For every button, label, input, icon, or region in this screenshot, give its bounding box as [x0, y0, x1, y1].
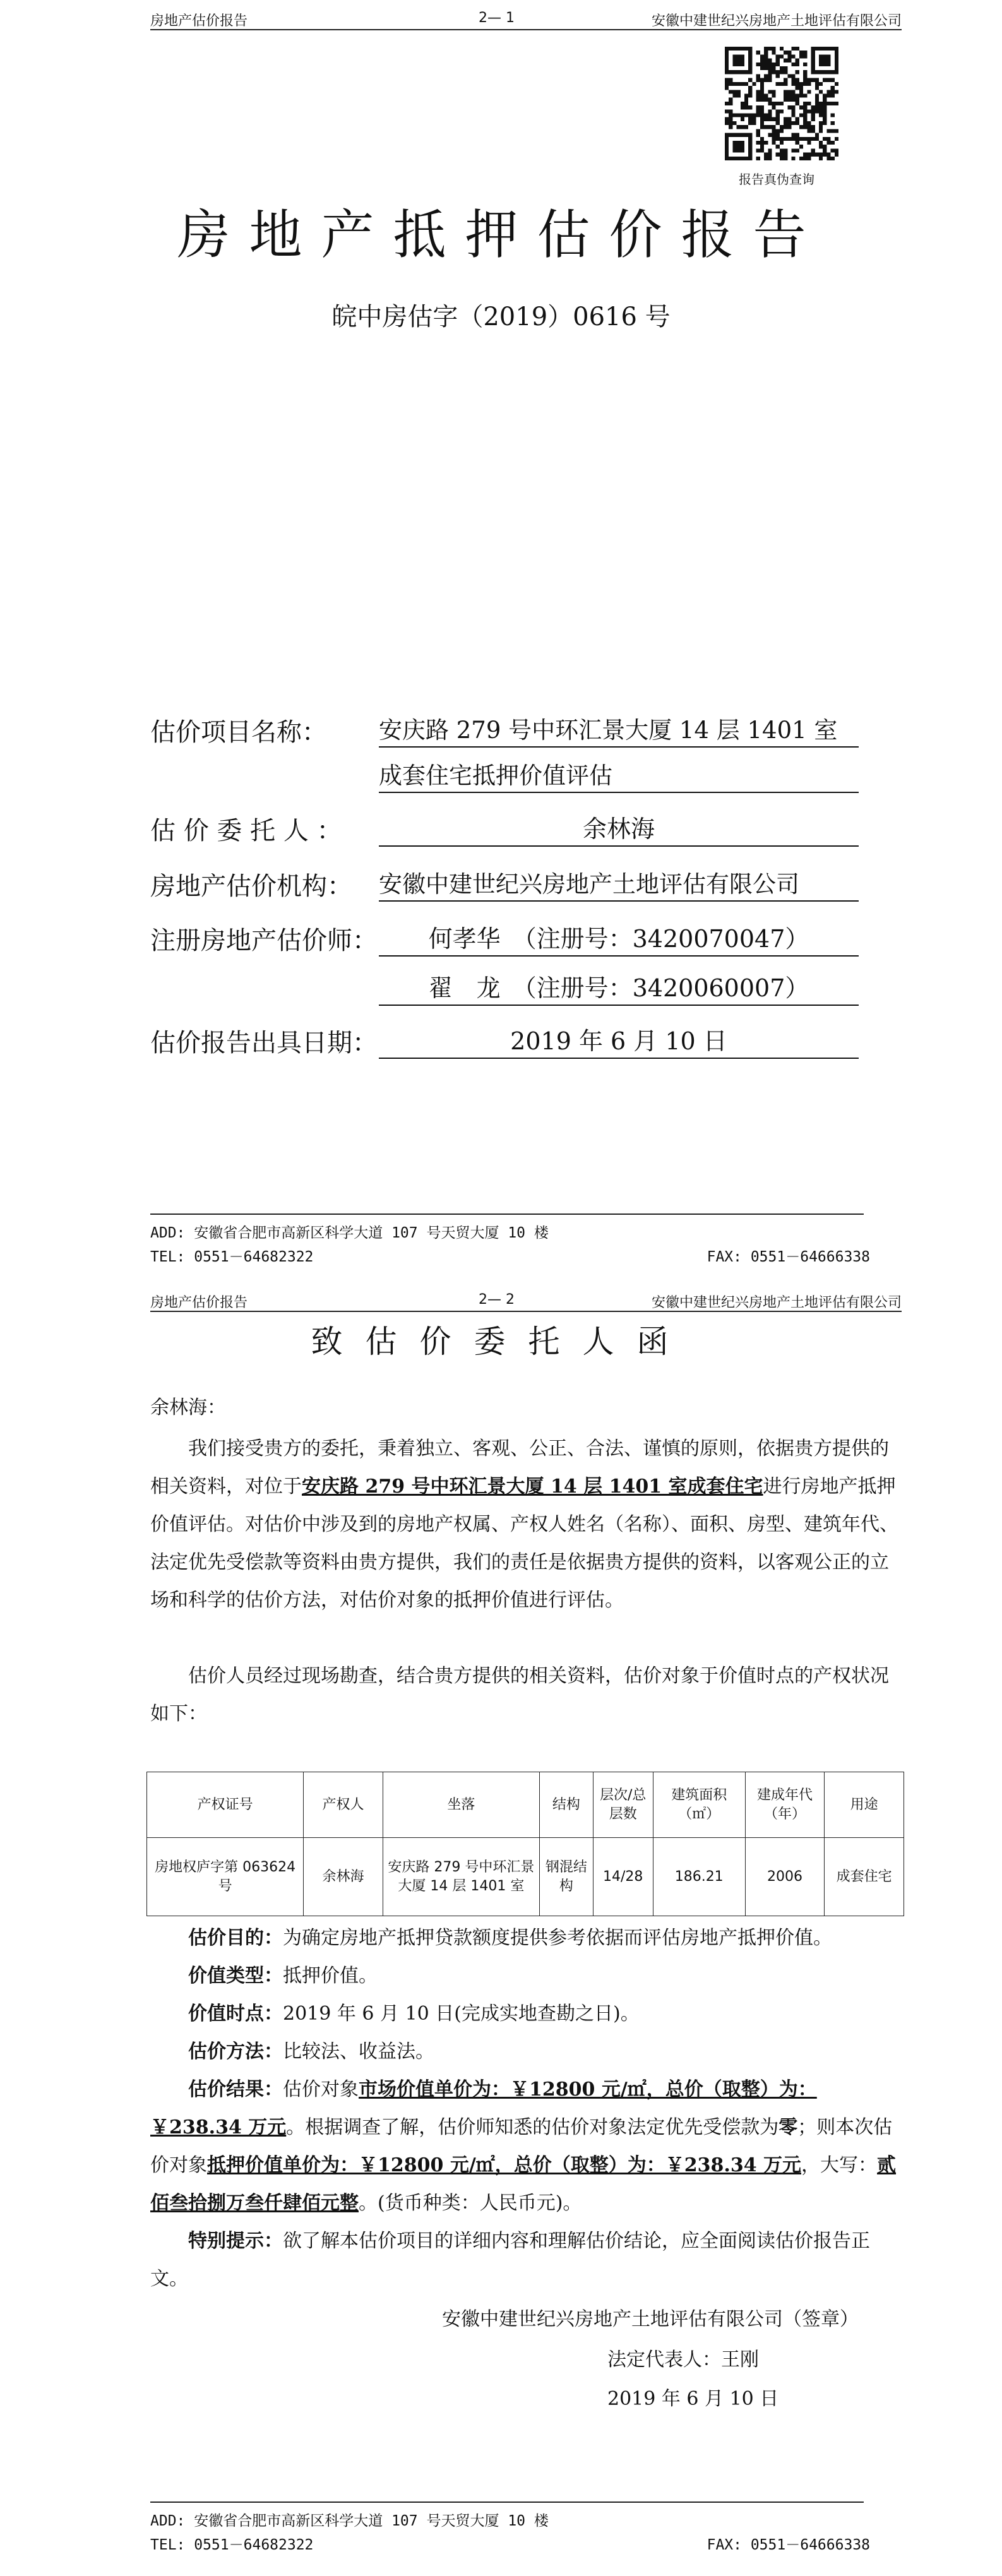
header-page-number: 2— 2	[479, 1292, 515, 1308]
agency-row	[150, 866, 378, 902]
agency-value: 安徽中建世纪兴房地产土地评估有限公司	[379, 865, 859, 902]
project-name-value-line2: 成套住宅抵押价值评估	[379, 756, 859, 793]
amount-in-words: 贰佰叁拾捌万叁仟肆佰元整	[150, 2154, 897, 2214]
page-header	[150, 1288, 902, 1312]
signature-date: 2019 年 6 月 10 日	[607, 2388, 779, 2410]
appraiser-row	[150, 921, 378, 957]
header-left: 房地产估价报告	[150, 1295, 248, 1311]
project-name-label: 估价项目名称：	[150, 718, 327, 747]
legal-representative: 法定代表人：王刚	[607, 2349, 759, 2371]
page-header	[150, 6, 902, 30]
value-time-text: 2019 年 6 月 10 日(完成实地查勘之日)。	[283, 2003, 640, 2025]
td-cert: 房地权庐字第 063624 号	[147, 1838, 304, 1916]
th-structure: 结构	[539, 1772, 593, 1838]
td-owner: 余林海	[304, 1838, 383, 1916]
result-a: 估价对象	[283, 2078, 359, 2101]
td-year: 2006	[745, 1838, 825, 1916]
client-value: 余林海	[379, 809, 859, 847]
document-number: 皖中房估字（2019）0616 号	[331, 302, 671, 331]
th-cert: 产权证号	[147, 1772, 304, 1838]
td-use: 成套住宅	[825, 1838, 904, 1916]
tip-label: 特别提示：	[188, 2230, 283, 2252]
header-page-number: 2— 1	[479, 10, 515, 26]
value-type-label: 价值类型：	[188, 1965, 283, 1987]
th-area: 建筑面积（㎡）	[653, 1772, 745, 1838]
qr-code-icon	[725, 47, 838, 160]
method-label: 估价方法：	[188, 2041, 283, 2063]
result-paragraph	[150, 2071, 902, 2222]
th-owner: 产权人	[304, 1772, 383, 1838]
letter-title: 致估价委托人函	[311, 1323, 691, 1360]
value-type-text: 抵押价值。	[283, 1965, 378, 1987]
qr-caption: 报告真伪查询	[739, 172, 814, 187]
project-name-value-line1: 安庆路 279 号中环汇景大厦 14 层 1401 室	[379, 711, 859, 748]
property-address: 安庆路 279 号中环汇景大厦 14 层 1401 室成套住宅	[302, 1476, 763, 1498]
result-label: 估价结果：	[188, 2078, 283, 2101]
header-left: 房地产估价报告	[150, 13, 248, 29]
result-c: 。根据调查了解，估价师知悉的估价对象法定优先受偿款为	[286, 2116, 779, 2138]
value-type-line	[150, 1957, 902, 1995]
td-location: 安庆路 279 号中环汇景大厦 14 层 1401 室	[383, 1838, 539, 1916]
project-name-row	[150, 712, 378, 748]
p1-text-c: 进行房地产抵押价值评估。对估价中涉及到的房地产权属、产权人姓名（名称）、面积、房型、建筑年代、法定优先受偿款等资料由贵方提供，我们的责任是依据贵方提供的资料，以客观公正的立场和科学的估价方法，对估价对象的抵押价值进行评估。	[150, 1476, 898, 1611]
footer-address: ADD: 安徽省合肥市高新区科学大道 107 号天贸大厦 10 楼	[150, 2513, 549, 2529]
purpose-text: 为确定房地产抵押贷款额度提供参考依据而评估房地产抵押价值。	[283, 1927, 832, 1949]
p1-text-a: 我们接受贵方的委托，秉着独立、客观、公正、合法、谨慎的原则，依据贵方提供的相关资料，对位于	[150, 1438, 889, 1498]
company-signature: 安徽中建世纪兴房地产土地评估有限公司（签章）	[442, 2308, 859, 2330]
footer-address: ADD: 安徽省合肥市高新区科学大道 107 号天贸大厦 10 楼	[150, 1225, 549, 1241]
letter-paragraph-2: 估价人员经过现场勘查，结合贵方提供的相关资料，估价对象于价值时点的产权状况如下：	[150, 1665, 889, 1725]
th-use: 用途	[825, 1772, 904, 1838]
date-row	[150, 1023, 378, 1059]
result-e: ；则本次估价对象	[150, 2116, 893, 2176]
purpose-label: 估价目的：	[188, 1927, 283, 1949]
header-right: 安徽中建世纪兴房地产土地评估有限公司	[651, 13, 902, 29]
special-tip	[150, 2222, 902, 2298]
th-year: 建成年代（年）	[745, 1772, 825, 1838]
value-time-line	[150, 1995, 902, 2033]
report-date-value: 2019 年 6 月 10 日	[379, 1022, 859, 1059]
page-footer	[150, 1213, 870, 1265]
method-text: 比较法、收益法。	[283, 2041, 434, 2063]
result-i: 。(货币种类：人民币元)。	[359, 2192, 582, 2214]
td-area: 186.21	[653, 1838, 745, 1916]
table-row	[147, 1838, 904, 1916]
property-rights-table	[146, 1772, 904, 1916]
salutation: 余林海：	[150, 1397, 226, 1419]
td-structure: 钢混结构	[539, 1838, 593, 1916]
market-value: 市场价值单价为：￥12800 元/㎡，总价（取整）为：￥238.34 万元	[150, 2078, 817, 2138]
client-row	[150, 811, 378, 847]
agency-label: 房地产估价机构：	[150, 872, 352, 901]
footer-tel: TEL: 0551－64682322	[150, 1249, 314, 1265]
th-location: 坐落	[383, 1772, 539, 1838]
mortgage-value: 抵押价值单价为：￥12800 元/㎡，总价（取整）为：￥238.34 万元	[207, 2154, 802, 2176]
method-line	[150, 2033, 902, 2071]
appraiser-2: 翟 龙 （注册号：3420060007）	[379, 969, 859, 1006]
tip-text: 欲了解本估价项目的详细内容和理解估价结论，应全面阅读估价报告正文。	[150, 2230, 870, 2290]
th-floor: 层次/总层数	[593, 1772, 653, 1838]
purpose-line	[150, 1919, 902, 1957]
letter-paragraph-1	[150, 1430, 902, 1619]
td-floor: 14/28	[593, 1838, 653, 1916]
report-title: 房地产抵押估价报告	[177, 204, 825, 266]
priority-claim: 零	[778, 2116, 798, 2138]
footer-tel: TEL: 0551－64682322	[150, 2537, 314, 2553]
value-time-label: 价值时点：	[188, 2003, 283, 2025]
header-right: 安徽中建世纪兴房地产土地评估有限公司	[651, 1295, 902, 1311]
footer-fax: FAX: 0551－64666338	[707, 1249, 870, 1265]
client-label: 估 价 委 托 人 ：	[150, 816, 342, 845]
page-footer	[150, 2501, 870, 2553]
footer-fax: FAX: 0551－64666338	[707, 2537, 870, 2553]
appraiser-label: 注册房地产估价师：	[150, 926, 378, 955]
result-g: ，大写：	[801, 2154, 878, 2176]
appraiser-1: 何孝华 （注册号：3420070047）	[379, 919, 859, 957]
date-label: 估价报告出具日期：	[150, 1029, 378, 1058]
table-header-row	[147, 1772, 904, 1838]
